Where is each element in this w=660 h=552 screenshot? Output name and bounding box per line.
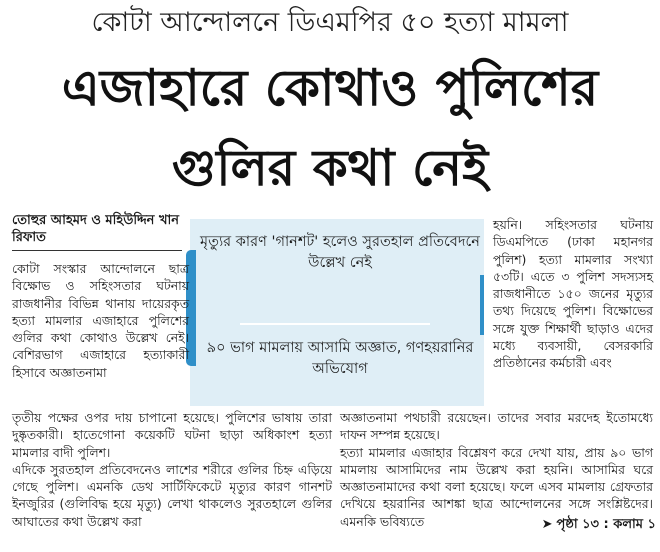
right-column-text: হয়নি। সহিংসতার ঘটনায় ডিএমপিতে (ঢাকা মহানগর পুলিশ) হত্যা মামলার সংখ্যা ৫৩টি। এতে ৩ পুলিশ সদস্যসহ রাজধানীতে ১৫০ জনের মৃত্যুর তথ্য দিয়েছে পুলিশ। বিক্ষোভের সঙ্গে যুক্ত শিক্ষার্থী ছাড়াও এদের মধ্যে ব্যবসায়ী, বেসরকারি প্রতিষ্ঠানের কর্মচারী এবং xyxy=(493,217,653,371)
bottom-right-column xyxy=(340,409,653,530)
bottom-right-text: অজ্ঞাতনামা পথচারী রয়েছেন। তাদের সবার মরদেহ ইতোমধ্যে দাফন সম্পন্ন হয়েছে। xyxy=(340,410,653,443)
left-column xyxy=(12,260,189,381)
byline-divider xyxy=(12,250,182,251)
highlight-accent-bar-right xyxy=(480,275,484,335)
byline: তোহুর আহমদ ও মহিউদ্দিন খান রিফাত xyxy=(12,213,180,245)
bottom-right-text-2: হত্যা মামলার এজাহার বিশ্লেষণ করে দেখা যায়, প্রায় ৯০ ভাগ মামলায় আসামিদের নাম উল্লেখ করা হয়নি। আসামির ঘরে অজ্ঞাতনামাদের কথা বলা হয়েছে। ফলে এসব মামলায় গ্রেফতার দেখিয়ে হয়রানির আশঙ্কা ছাত্র আন্দোলনের সঙ্গে সংশ্লিষ্টদের। এমনকি ভবিষ্যতে xyxy=(340,444,653,529)
highlight-divider xyxy=(240,323,430,325)
page-reference xyxy=(480,515,656,536)
bottom-left-text: তৃতীয় পক্ষের ওপর দায় চাপানো হয়েছে। পুলিশের ভাষায় তারা দুষ্কৃতকারী। হাতেগোনা কয়েকটি ঘটনা ছাড়া অধিকাংশ হত্যা মামলার বাদী পুলিশ। xyxy=(12,410,332,460)
headline-line-2: গুলির কথা নেই xyxy=(171,139,489,197)
right-column xyxy=(493,216,653,372)
kicker: কোটা আন্দোলনে ডিএমপির ৫০ হত্যা মামলা xyxy=(91,7,569,38)
left-column-text: কোটা সংস্কার আন্দোলনে ছাত্র বিক্ষোভ ও সহিংসতার ঘটনায় রাজধানীর বিভিন্ন থানায় দায়েরকৃত হত্যা মামলার এজাহারে পুলিশের গুলির কথা কোথাও উল্লেখ নেই। বেশিরভাগ এজাহারে হত্যাকারী হিসাবে অজ্ঞাতনামা xyxy=(12,261,189,380)
highlight-text-1: মৃত্যুর কারণ 'গানশট' হলেও সুরতহাল প্রতিবেদনে উল্লেখ নেই xyxy=(200,234,480,271)
headline-line-1: এজাহারে কোথাও পুলিশের xyxy=(61,59,599,117)
bottom-left-column xyxy=(12,409,332,530)
arrow-icon: ➤ xyxy=(541,517,553,532)
highlight-text-2: ৯০ ভাগ মামলায় আসামি অজ্ঞাত, গণহয়রানির অভিযোগ xyxy=(206,340,474,377)
page-reference-text: পৃষ্ঠা ১৩ : কলাম ১ xyxy=(556,517,656,532)
bottom-left-text-2: এদিকে সুরতহাল প্রতিবেদনেও লাশের শরীরে গুলির চিহ্ন এড়িয়ে গেছে পুলিশ। এমনকি ডেথ সার্টিফিকেটে মৃত্যুর কারণ গানশট ইনজুরির (গুলিবিদ্ধ হয়ে মৃত্যু) লেখা থাকলেও সুরতহালে গুলির আঘাতের কথা উল্লেখ করা xyxy=(12,461,332,529)
